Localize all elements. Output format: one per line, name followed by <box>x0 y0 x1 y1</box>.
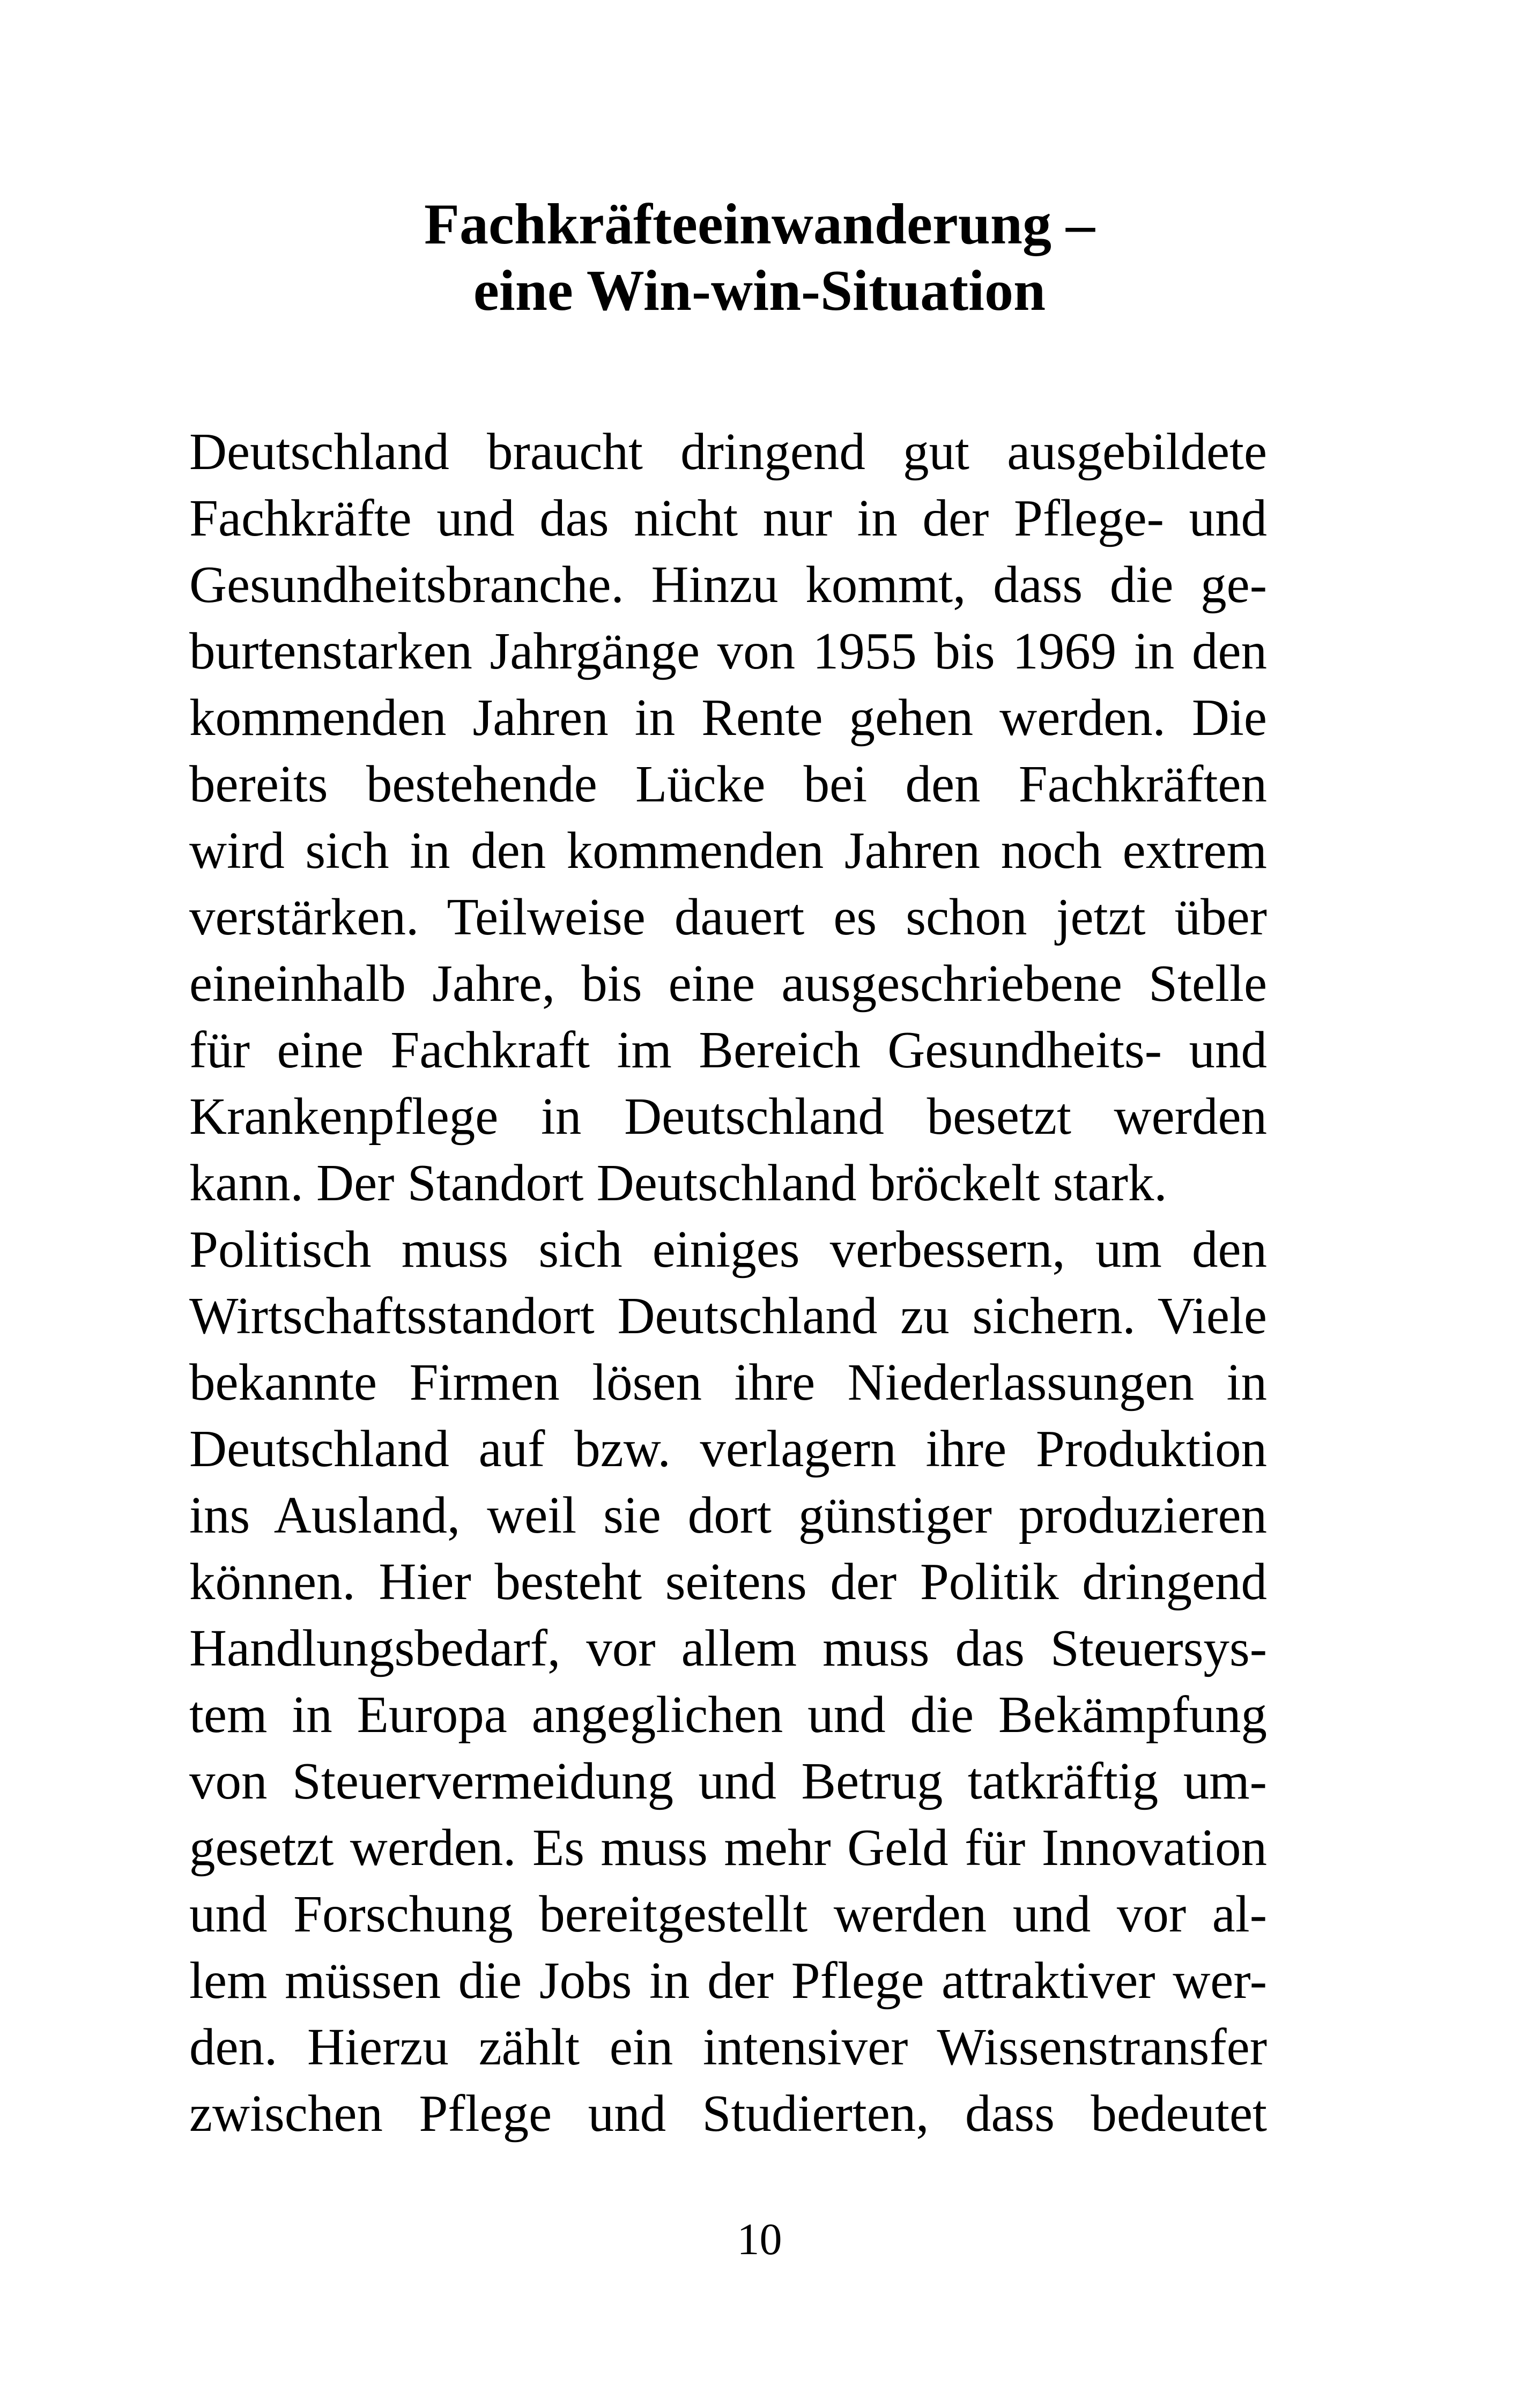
text-line: den. Hierzu zählt ein intensiver Wissenstransfer <box>189 2018 1267 2076</box>
chapter-title-line-1: Fachkräfteeinwanderung – <box>424 192 1095 256</box>
text-line: wird sich in den kommenden Jahren noch extrem <box>189 822 1267 879</box>
text-line: bereits bestehende Lücke bei den Fachkräften <box>189 755 1267 813</box>
text-line: gesetzt werden. Es muss mehr Geld für Innovation <box>189 1819 1267 1876</box>
text-line: Deutschland auf bzw. verlagern ihre Produktion <box>189 1420 1267 1477</box>
chapter-title-line-2: eine Win-win-Situation <box>473 259 1046 323</box>
text-line: Deutschland braucht dringend gut ausgebildete <box>189 423 1267 480</box>
text-line: bekannte Firmen lösen ihre Niederlassungen in <box>189 1354 1267 1411</box>
text-line: Handlungsbedarf, vor allem muss das Steuersys- <box>189 1619 1267 1677</box>
text-line: Gesundheitsbranche. Hinzu kommt, dass die ge- <box>189 556 1267 613</box>
text-line: lem müssen die Jobs in der Pflege attraktiver wer- <box>189 1952 1267 2009</box>
text-line: tem in Europa angeglichen und die Bekämpfung <box>189 1686 1267 1743</box>
text-line: Politisch muss sich einiges verbessern, um den <box>189 1221 1267 1278</box>
text-line: zwischen Pflege und Studierten, dass bedeutet <box>189 2085 1267 2142</box>
text-line: burtenstarken Jahrgänge von 1955 bis 1969 in den <box>189 622 1267 680</box>
text-line: Wirtschaftsstandort Deutschland zu sichern. Viele <box>189 1287 1267 1344</box>
page-number: 10 <box>737 2214 782 2264</box>
text-line: Fachkräfte und das nicht nur in der Pflege- und <box>189 489 1267 547</box>
text-line: und Forschung bereitgestellt werden und vor al- <box>189 1885 1267 1943</box>
text-line: für eine Fachkraft im Bereich Gesundheits- und <box>189 1021 1267 1079</box>
text-line: kommenden Jahren in Rente gehen werden. Die <box>189 689 1267 746</box>
text-line: eineinhalb Jahre, bis eine ausgeschriebene Stelle <box>189 955 1267 1012</box>
text-line: Krankenpflege in Deutschland besetzt werden <box>189 1088 1267 1145</box>
text-line: kann. Der Standort Deutschland bröckelt stark. <box>189 1154 1167 1212</box>
text-line: von Steuervermeidung und Betrug tatkräftig um- <box>189 1752 1267 1810</box>
text-line: verstärken. Teilweise dauert es schon jetzt über <box>189 888 1267 946</box>
text-line: können. Hier besteht seitens der Politik dringend <box>189 1553 1267 1610</box>
text-line: ins Ausland, weil sie dort günstiger produzieren <box>189 1487 1267 1544</box>
